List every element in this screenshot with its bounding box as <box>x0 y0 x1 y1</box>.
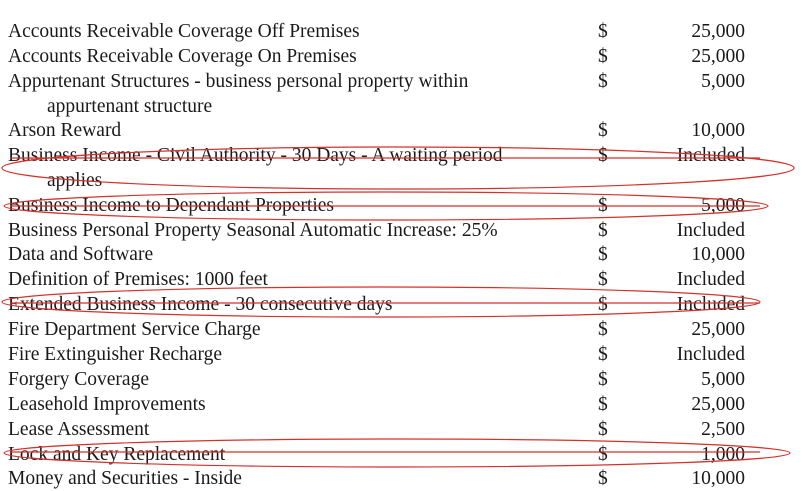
coverage-row-appurtenant-structures <box>0 69 807 94</box>
coverage-amount: 25,000 <box>691 46 745 67</box>
coverage-label: Fire Department Service Charge <box>8 319 261 340</box>
coverage-label: Accounts Receivable Coverage Off Premises <box>8 21 360 42</box>
coverage-amount: 10,000 <box>691 468 745 489</box>
currency-symbol: $ <box>598 220 608 241</box>
coverage-row-business-income-civil-authority <box>0 143 807 168</box>
coverage-row-extended-business-income <box>0 292 807 317</box>
coverage-label: Leasehold Improvements <box>8 394 206 415</box>
coverage-row-lease-assessment <box>0 417 807 442</box>
currency-symbol: $ <box>598 294 608 315</box>
coverage-amount: Included <box>676 145 745 166</box>
coverage-row-definition-of-premises <box>0 267 807 292</box>
currency-symbol: $ <box>598 394 608 415</box>
coverage-label: Lease Assessment <box>8 419 150 440</box>
coverage-amount: 10,000 <box>691 244 745 265</box>
coverage-row-continuation <box>0 168 807 193</box>
coverage-label: Appurtenant Structures - business personal property within <box>8 71 469 92</box>
coverage-amount: 2,500 <box>701 419 745 440</box>
currency-symbol: $ <box>598 468 608 489</box>
coverage-amount: 25,000 <box>691 319 745 340</box>
coverage-label: Accounts Receivable Coverage On Premises <box>8 46 357 67</box>
currency-symbol: $ <box>598 21 608 42</box>
coverage-row-ar-on-premises <box>0 44 807 69</box>
currency-symbol: $ <box>598 319 608 340</box>
coverage-label: Data and Software <box>8 244 154 265</box>
currency-symbol: $ <box>598 444 608 465</box>
coverage-amount: 25,000 <box>691 394 745 415</box>
currency-symbol: $ <box>598 344 608 365</box>
coverage-row-forgery <box>0 367 807 392</box>
currency-symbol: $ <box>598 244 608 265</box>
coverage-label: Money and Securities - Inside <box>8 468 242 489</box>
coverage-row-leasehold-improvements <box>0 392 807 417</box>
coverage-row-arson-reward <box>0 118 807 143</box>
coverage-label: Forgery Coverage <box>8 369 149 390</box>
coverage-label: Arson Reward <box>8 120 122 141</box>
coverage-label: Fire Extinguisher Recharge <box>8 344 223 365</box>
currency-symbol: $ <box>598 269 608 290</box>
currency-symbol: $ <box>598 419 608 440</box>
coverage-amount: Included <box>676 294 745 315</box>
coverage-amount: Included <box>676 344 745 365</box>
coverage-amount: 1,000 <box>701 444 745 465</box>
currency-symbol: $ <box>598 46 608 67</box>
coverage-row-ar-off-premises <box>0 19 807 44</box>
coverage-row-continuation <box>0 94 807 119</box>
coverage-label: Business Personal Property Seasonal Automatic Increase: 25% <box>8 220 498 241</box>
coverage-row-business-income-dependant <box>0 193 807 218</box>
coverage-amount: 25,000 <box>691 21 745 42</box>
coverage-label: Business Income to Dependant Properties <box>8 195 335 216</box>
coverage-amount: 10,000 <box>691 120 745 141</box>
coverage-row-fire-extinguisher-recharge <box>0 342 807 367</box>
coverage-label: Lock and Key Replacement <box>8 444 226 465</box>
coverage-label: Definition of Premises: 1000 feet <box>8 269 268 290</box>
currency-symbol: $ <box>598 145 608 166</box>
currency-symbol: $ <box>598 71 608 92</box>
currency-symbol: $ <box>598 195 608 216</box>
coverage-amount: 5,000 <box>701 369 745 390</box>
coverage-label: Business Income - Civil Authority - 30 Days - A waiting period <box>8 145 503 166</box>
coverage-label-continuation: applies <box>47 170 103 191</box>
coverage-row-data-software <box>0 242 807 267</box>
coverage-amount: 5,000 <box>701 71 745 92</box>
coverage-amount: 5,000 <box>701 195 745 216</box>
coverage-row-money-securities-inside <box>0 466 807 491</box>
coverage-amount: Included <box>676 220 745 241</box>
coverage-row-lock-key-replacement <box>0 442 807 467</box>
currency-symbol: $ <box>598 120 608 141</box>
coverage-label-continuation: appurtenant structure <box>47 96 213 117</box>
coverage-row-fire-department-charge <box>0 317 807 342</box>
currency-symbol: $ <box>598 369 608 390</box>
coverage-amount: Included <box>676 269 745 290</box>
coverage-label: Extended Business Income - 30 consecutive days <box>8 294 393 315</box>
coverage-row-bpp-seasonal-increase <box>0 218 807 243</box>
